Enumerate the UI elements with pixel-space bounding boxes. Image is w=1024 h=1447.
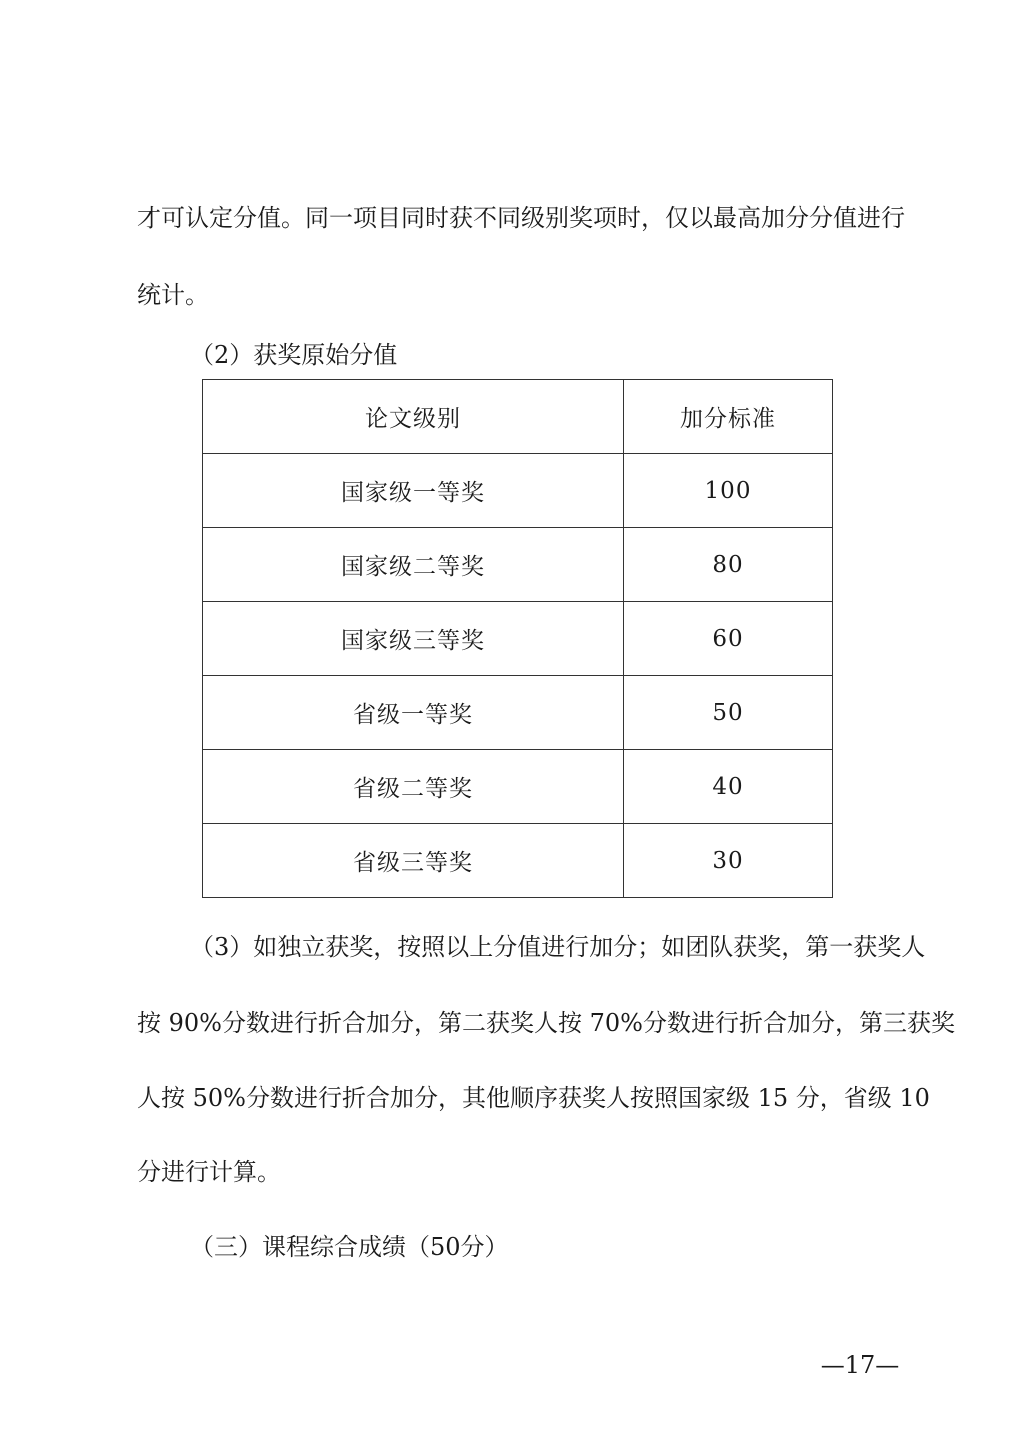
paragraph-line: 人按 50%分数进行折合加分，其他顺序获奖人按照国家级 15 分，省级 10 <box>137 1084 930 1112</box>
table-row <box>203 824 833 898</box>
table-header-level: 论文级别 <box>203 380 624 454</box>
table-cell-score: 50 <box>624 676 833 750</box>
table-row <box>203 454 833 528</box>
table-row <box>203 676 833 750</box>
table-cell-score: 40 <box>624 750 833 824</box>
table-cell-level: 国家级二等奖 <box>203 528 624 602</box>
paragraph-line: 才可认定分值。同一项目同时获不同级别奖项时，仅以最高加分分值进行 <box>137 204 905 232</box>
table-cell-score: 60 <box>624 602 833 676</box>
table-header-score: 加分标准 <box>624 380 833 454</box>
table-cell-level: 国家级一等奖 <box>203 454 624 528</box>
table-header-row <box>203 380 833 454</box>
page-number: —17— <box>820 1351 900 1379</box>
table-cell-score: 80 <box>624 528 833 602</box>
table-row <box>203 602 833 676</box>
paragraph-line: 分进行计算。 <box>137 1158 281 1186</box>
table-cell-score: 30 <box>624 824 833 898</box>
paragraph-line: 按 90%分数进行折合加分，第二获奖人按 70%分数进行折合加分，第三获奖 <box>137 1009 955 1037</box>
paragraph-line: 统计。 <box>137 281 209 309</box>
table-row <box>203 750 833 824</box>
section-heading: （三）课程综合成绩（50分） <box>190 1233 509 1261</box>
table-cell-level: 国家级三等奖 <box>203 602 624 676</box>
table-cell-level: 省级二等奖 <box>203 750 624 824</box>
subsection-heading: （2）获奖原始分值 <box>190 341 398 369</box>
table-cell-level: 省级三等奖 <box>203 824 624 898</box>
table-cell-level: 省级一等奖 <box>203 676 624 750</box>
paragraph-line: （3）如独立获奖，按照以上分值进行加分；如团队获奖，第一获奖人 <box>190 933 926 961</box>
award-score-table <box>202 379 833 898</box>
table-row <box>203 528 833 602</box>
table-cell-score: 100 <box>624 454 833 528</box>
